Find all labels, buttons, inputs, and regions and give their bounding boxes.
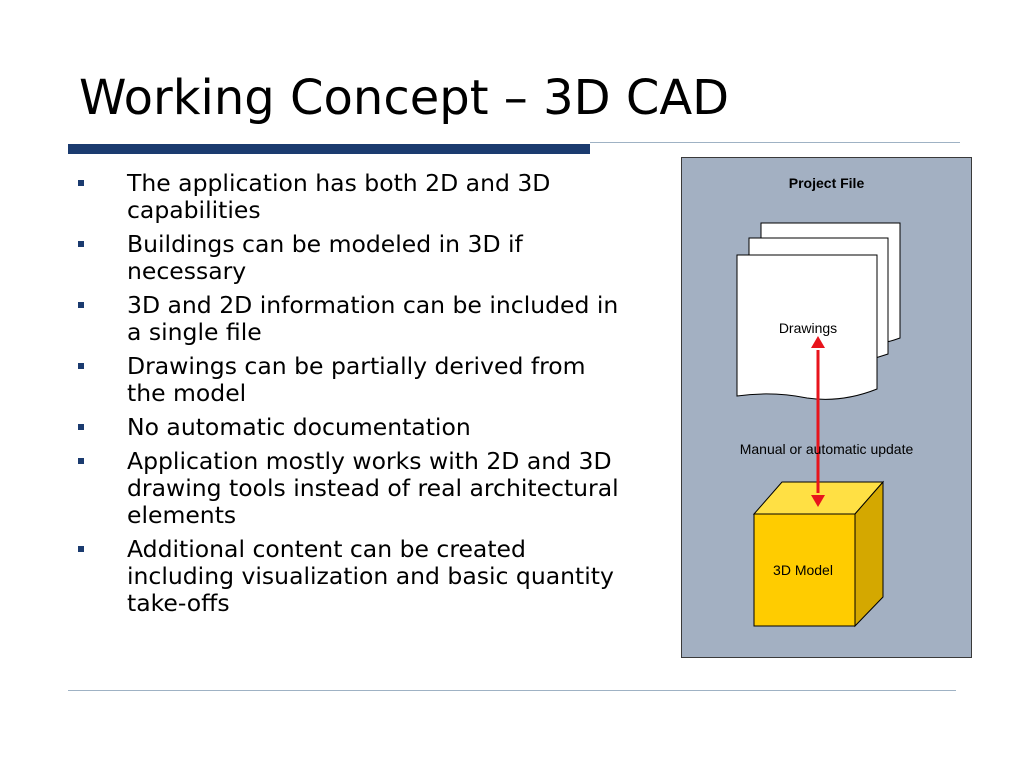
bullet-item: [70, 170, 630, 224]
project-file-title: Project File: [788, 175, 865, 191]
bullet-item: [70, 292, 630, 346]
title-underline-bar: [68, 144, 590, 154]
bullet-list: [70, 170, 630, 624]
square-bullet-icon: [78, 424, 84, 430]
square-bullet-icon: [78, 302, 84, 308]
square-bullet-icon: [78, 458, 84, 464]
bullet-text: Application mostly works with 2D and 3D drawing tools instead of real architectural elements: [127, 447, 619, 529]
project-file-panel: [681, 157, 972, 658]
bullet-text: No automatic documentation: [127, 413, 471, 441]
square-bullet-icon: [78, 241, 84, 247]
bullet-item: [70, 448, 630, 529]
bullet-text: The application has both 2D and 3D capabilities: [127, 169, 551, 224]
footer-divider: [68, 690, 956, 691]
bullet-item: [70, 231, 630, 285]
bullet-text: Additional content can be created including visualization and basic quantity take-offs: [127, 535, 614, 617]
bullet-item: [70, 353, 630, 407]
drawings-label: Drawings: [778, 320, 838, 336]
project-file-diagram: [682, 158, 971, 657]
model-label: 3D Model: [773, 562, 833, 578]
bullet-item: [70, 536, 630, 617]
title-underline-thin: [590, 142, 960, 143]
bullet-item: [70, 414, 630, 441]
bullet-text: 3D and 2D information can be included in a single file: [127, 291, 619, 346]
square-bullet-icon: [78, 180, 84, 186]
update-label: Manual or automatic update: [739, 441, 914, 457]
slide-title: Working Concept – 3D CAD: [79, 70, 730, 126]
bullet-text: Buildings can be modeled in 3D if necessary: [127, 230, 523, 285]
square-bullet-icon: [78, 546, 84, 552]
square-bullet-icon: [78, 363, 84, 369]
bullet-text: Drawings can be partially derived from the model: [127, 352, 586, 407]
